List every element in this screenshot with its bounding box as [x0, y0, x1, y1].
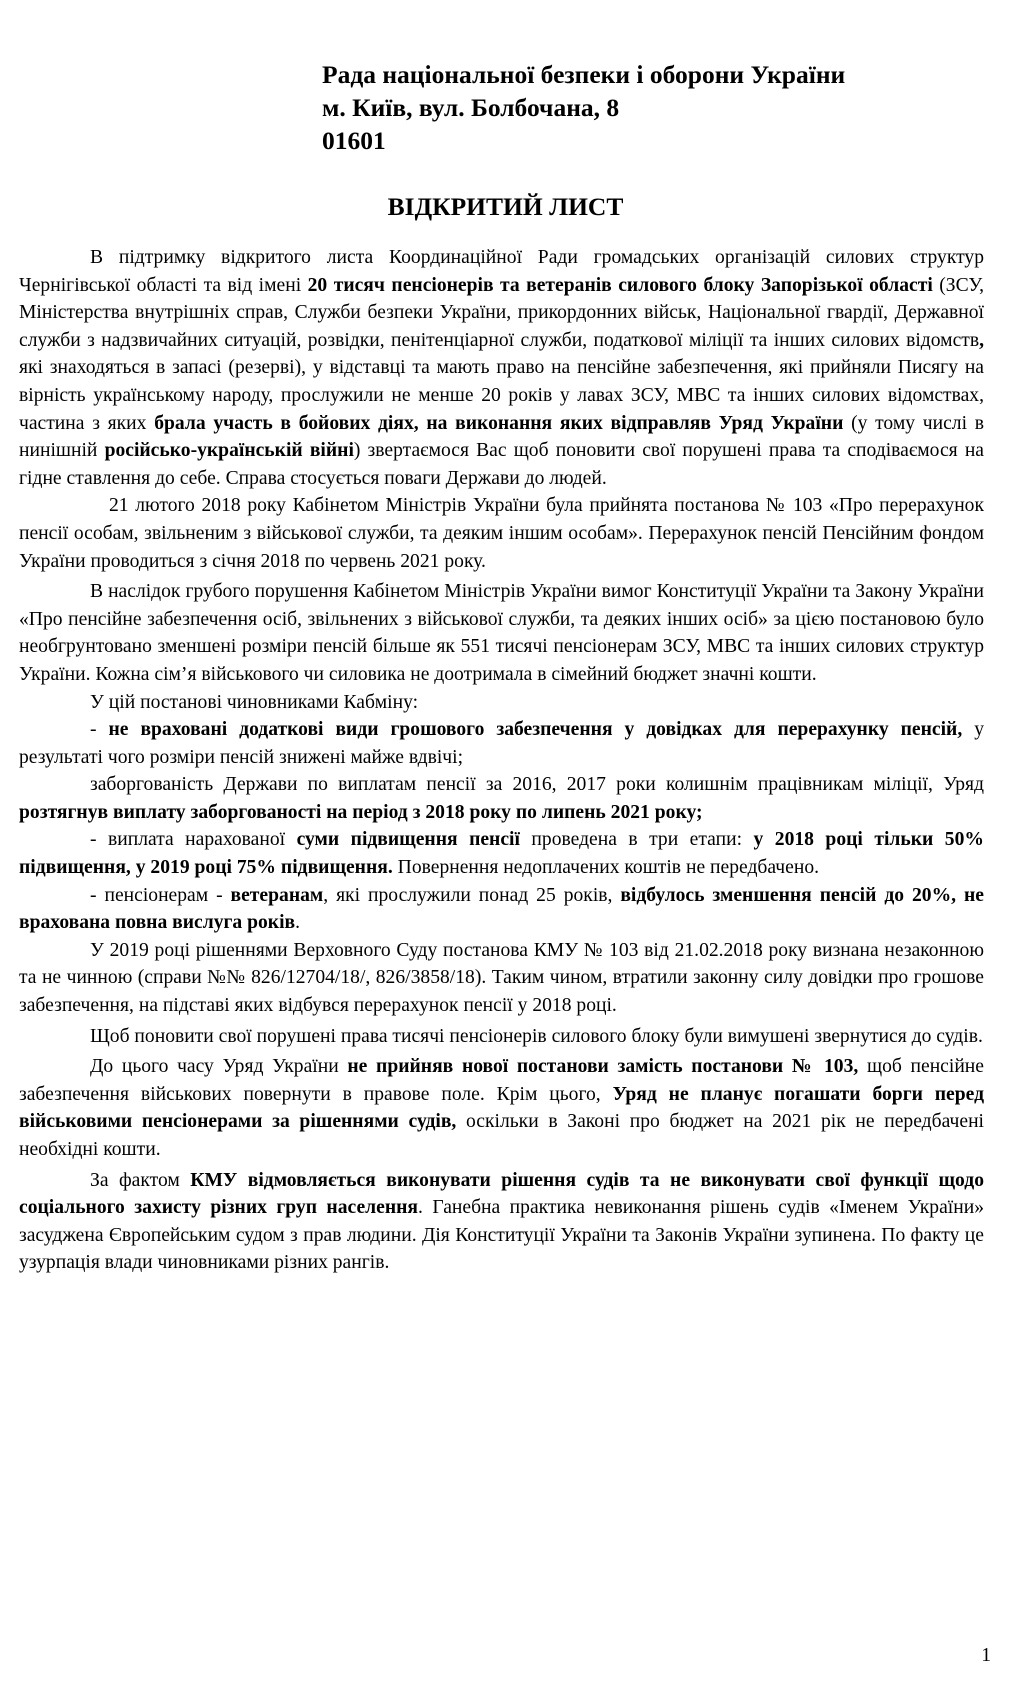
text: За фактом: [90, 1169, 191, 1191]
recipient-postcode: 01601: [322, 126, 386, 155]
recipient-address: [322, 58, 962, 157]
text: .: [295, 912, 301, 934]
bold-text: відбулось зменшення пенсій до 20%, не врахована повна вислуга років: [19, 884, 984, 934]
paragraph-11: [19, 1053, 984, 1163]
paragraph-2: 21 лютого 2018 року Кабінетом Міністрів України була прийнята постанова № 103 «Про перерахунок пенсії особам, звільненим з військової служби, та деяким іншим особам». Перерахунок пенсій Пенсійним фондом України проводиться з січня 2018 по червень 2021 року.: [19, 495, 984, 572]
recipient-organization: Рада національної безпеки і оборони України: [322, 60, 846, 89]
paragraph-8: [19, 882, 984, 937]
bold-text: ветеранам: [230, 884, 324, 906]
paragraph-3: В наслідок грубого порушення Кабінетом Міністрів України вимог Конституції України та Закону України «Про пенсійне забезпечення осіб, звільнених з військової служби, та деяких інших осіб» за цією постановою було необгрунтовано зменшені розміри пенсій більше як 551 тисячі пенсіонерам ЗСУ, МВС та інших силових структур України. Кожна сім’я військового чи силовика не доотримала в сімейний бюджет значні кошти.: [19, 581, 984, 685]
text: До цього часу Уряд України: [90, 1056, 348, 1078]
paragraph-6: [19, 771, 984, 826]
paragraph-5: [19, 716, 984, 771]
text: ) звертаємося Вас щоб поновити свої порушені права та сподіваємося на гідне ставлення до себе. Справа стосується поваги Держави до людей.: [19, 440, 984, 489]
letter-body: [19, 244, 984, 1277]
bold-text: не прийняв нової постанови замість постанови № 103,: [347, 1056, 859, 1078]
bold-text: суми підвищення пенсії: [296, 829, 520, 851]
paragraph-4: У цій постанові чиновниками Кабміну:: [90, 691, 419, 713]
text: , які прослужили понад 25 років,: [323, 884, 621, 906]
text: -: [90, 719, 109, 741]
text: (ЗСУ, Міністерства внутрішніх справ, Служби безпеки України, прикордонних військ, Національної гвардії, Державної служби з надзвичайних ситуацій, розвідки, пенітенціарної служби, податкової міліції та інших силових відомств: [19, 274, 984, 351]
bold-text: ,: [979, 329, 984, 351]
text: . Ганебна практика невиконання рішень судів «Іменем України» засуджена Європейським судом з прав людини. Дія Конституції України та Законів України зупинена. По факту це узурпація влади чиновниками різних рангів.: [19, 1197, 984, 1274]
text: В підтримку відкритого листа Координаційної Ради громадських організацій силових структур Чернігівської області та від імені: [19, 247, 984, 296]
bold-text: брала участь в бойових діях, на виконання яких відправляв Уряд України: [154, 412, 844, 434]
bold-text: російсько-українській війні: [104, 440, 354, 462]
text: у результаті чого розміри пенсій знижені майже вдвічі;: [19, 719, 984, 768]
text: (у тому числі в нинішній: [19, 412, 984, 462]
paragraph-1: [19, 244, 984, 492]
text: які знаходяться в запасі (резерві), у відставці та мають право на пенсійне забезпечення, які прийняли Писягу на вірність українському народу, прослужили не менше 20 років у лавах ЗСУ, МВС та інших силових відомствах, частина з яких: [19, 357, 984, 434]
page-number: 1: [981, 1645, 991, 1666]
text: Повернення недоплачених коштів не передбачено.: [392, 857, 820, 879]
paragraph-7: [19, 826, 984, 881]
text: оскільки в Законі про бюджет на 2021 рік не передбачені необхідні кошти.: [19, 1111, 984, 1160]
bold-text: у 2018 році тільки 50% підвищення, у 2019 році 75% підвищення.: [19, 829, 984, 879]
bold-text: 20 тисяч пенсіонерів та ветеранів силового блоку Запорізької області: [307, 274, 933, 296]
bold-text: Уряд не планує погашати борги перед військовими пенсіонерами за рішеннями судів,: [19, 1083, 984, 1133]
bold-text: не враховані додаткові види грошового забезпечення у довідках для перерахунку пенсій,: [108, 719, 963, 741]
text: - виплата нарахованої: [90, 829, 297, 851]
paragraph-12: [19, 1167, 984, 1277]
bold-text: розтягнув виплату заборгованості на період з 2018 року по липень 2021 року;: [19, 801, 703, 823]
paragraph-9: У 2019 році рішеннями Верховного Суду постанова КМУ № 103 від 21.02.2018 року визнана незаконною та не чинною (справи №№ 826/12704/18/, 826/3858/18). Таким чином, втратили законну силу довідки про грошове забезпечення, на підставі яких відбувся перерахунок пенсії у 2018 році.: [19, 939, 984, 1017]
recipient-street: м. Київ, вул. Болбочана, 8: [322, 93, 620, 122]
bold-text: КМУ відмовляється виконувати рішення судів та не виконувати свої функції щодо соціального захисту різних груп населення: [19, 1169, 984, 1219]
text: заборгованість Держави по виплатам пенсії за 2016, 2017 роки колишнім працівникам міліції, Уряд: [90, 774, 984, 796]
text: - пенсіонерам -: [90, 884, 231, 906]
text: проведена в три етапи:: [519, 829, 754, 851]
paragraph-10: Щоб поновити свої порушені права тисячі пенсіонерів силового блоку були вимушені звернутися до судів.: [90, 1025, 983, 1047]
document-title: ВІДКРИТИЙ ЛИСТ: [387, 192, 624, 221]
text: щоб пенсійне забезпечення військових повернути в правове поле. Крім цього,: [19, 1056, 984, 1105]
